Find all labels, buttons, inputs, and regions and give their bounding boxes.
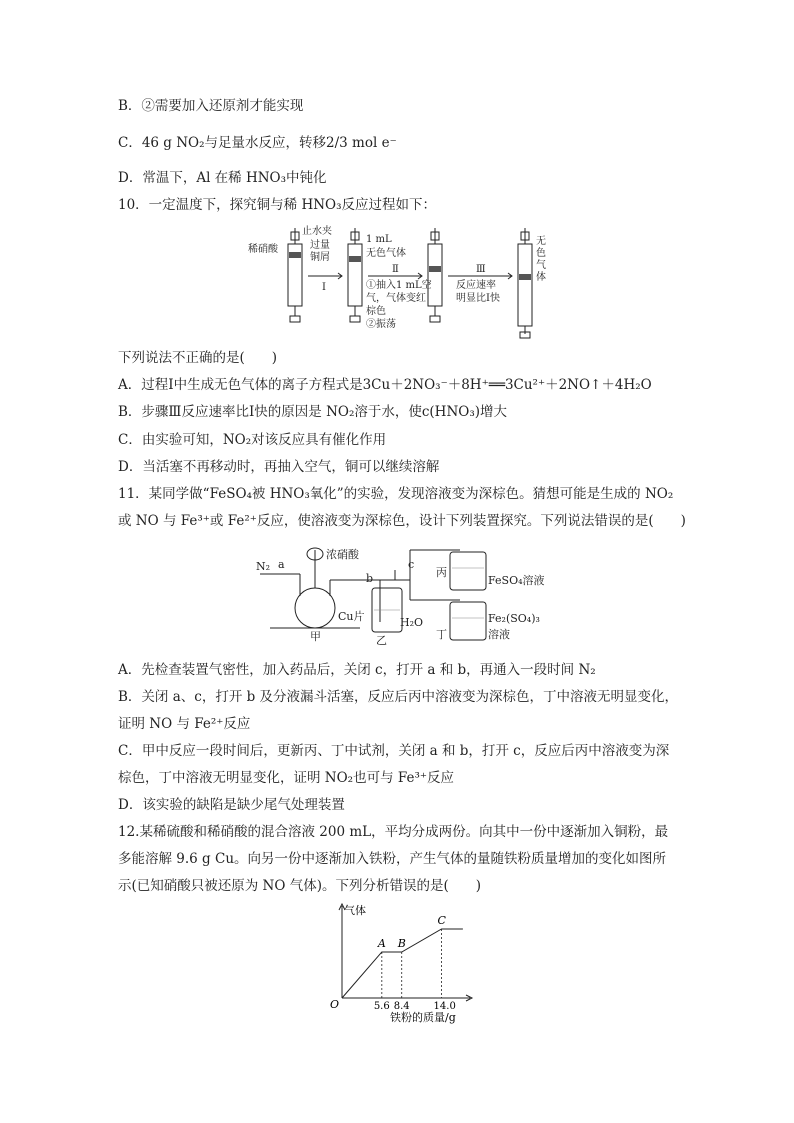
fig10-label: 无 <box>536 236 546 247</box>
option-b-11-1: B．关闭 a、c，打开 b 及分液漏斗活塞，反应后丙中溶液变为深棕色，丁中溶液无明显变化， <box>118 689 679 705</box>
figure-q10-syringes <box>230 224 560 340</box>
fig11-label: 溶液 <box>488 628 510 641</box>
fig10-label: ①抽入1 mL空 <box>366 280 432 291</box>
option-c-11-2: 棕色，丁中溶液无明显变化，证明 NO₂也可与 Fe³⁺反应 <box>118 770 455 786</box>
x-tick-label: 5.6 <box>373 1001 390 1012</box>
fig11-label: 甲 <box>310 630 321 643</box>
fig10-label: 稀硝酸 <box>248 244 278 255</box>
fig10-label: 体 <box>536 272 546 283</box>
fig10-label: 明显比Ⅰ快 <box>456 293 500 304</box>
chart-ylabel: 气体 <box>344 904 366 917</box>
option-a-11: A．先检查装置气密性，加入药品后，关闭 c，打开 a 和 b，再通入一段时间 N₂ <box>118 662 596 678</box>
chart-origin: O <box>330 998 340 1011</box>
fig10-label: 无色气体 <box>366 248 406 259</box>
fig10-label: ②振荡 <box>366 319 396 330</box>
fig10-label: 铜屑 <box>310 252 330 263</box>
option-d-11: D．该实验的缺陷是缺少尾气处理装置 <box>118 797 345 813</box>
x-tick-label: 14.0 <box>433 1001 456 1012</box>
question-12-stem-2: 多能溶解 9.6 g Cu。向另一份中逐渐加入铁粉，产生气体的量随铁粉质量增加的变化如图所 <box>118 851 667 867</box>
chart-axes <box>339 904 472 1001</box>
figure-q11-apparatus <box>250 540 560 650</box>
fig10-label: 止水夹 <box>302 226 332 237</box>
option-c-11-1: C．甲中反应一段时间后，更新丙、丁中试剂，关闭 a 和 b，打开 c，反应后丙中溶液变为深 <box>118 743 670 759</box>
fig10-label: Ⅲ <box>476 264 486 275</box>
fig10-label: 1 mL <box>366 234 392 245</box>
option-b-11-2: 证明 NO 与 Fe²⁺反应 <box>118 716 251 732</box>
fig10-label: 棕色 <box>366 306 386 317</box>
option-c-10: C．由实验可知，NO₂对该反应具有催化作用 <box>118 432 387 448</box>
option-c-9: C．46 g NO₂与足量水反应，转移2/3 mol e⁻ <box>118 135 397 151</box>
fig10-label: Ⅱ <box>392 264 399 275</box>
question-12-stem-3: 示(已知硝酸只被还原为 NO 气体)。下列分析错误的是( ) <box>118 878 482 894</box>
fig11-label: b <box>366 572 374 585</box>
chart-q12-gas-vs-iron <box>320 900 480 1025</box>
chart-xlabel: 铁粉的质量/g <box>390 1011 456 1024</box>
fig10-label: Ⅰ <box>322 282 326 293</box>
fig11-label: 丙 <box>436 566 447 579</box>
fig11-label: FeSO₄溶液 <box>488 574 545 587</box>
fig10-label: 反应速率 <box>456 280 496 291</box>
question-11-stem-2: 或 NO 与 Fe³⁺或 Fe²⁺反应，使溶液变为深棕色，设计下列装置探究。下列说法错误的是( ) <box>118 513 686 529</box>
fig10-label: 气 <box>536 260 546 271</box>
fig11-label: H₂O <box>400 616 424 629</box>
fig10-label: 色 <box>536 248 546 259</box>
fig10-label: 气，气体变红 <box>366 293 426 304</box>
question-10-prompt: 下列说法不正确的是( ) <box>118 350 278 366</box>
question-11-stem-1: 11．某同学做“FeSO₄被 HNO₃氧化”的实验，发现溶液变为深棕色。猜想可能是生成的 NO₂ <box>118 486 674 502</box>
fig11-label: c <box>408 558 415 571</box>
fig11-label: a <box>278 558 285 571</box>
fig10-label: 过量 <box>310 240 330 251</box>
point-label: A <box>377 937 386 950</box>
fig11-label: 乙 <box>376 634 387 647</box>
option-a-10: A．过程Ⅰ中生成无色气体的离子方程式是3Cu＋2NO₃⁻＋8H⁺══3Cu²⁺＋2NO↑＋4H₂O <box>118 377 652 393</box>
x-tick-label: 8.4 <box>393 1001 410 1012</box>
question-10-stem: 10．一定温度下，探究铜与稀 HNO₃反应过程如下： <box>118 197 437 213</box>
fig11-label: Fe₂(SO₄)₃ <box>488 612 540 625</box>
question-12-stem-1: 12.某稀硫酸和稀硝酸的混合溶液 200 mL，平均分成两份。向其中一份中逐渐加入铜粉，最 <box>118 824 669 840</box>
fig11-label: N₂ <box>256 560 271 573</box>
option-b-10: B．步骤Ⅲ反应速率比Ⅰ快的原因是 NO₂溶于水，使c(HNO₃)增大 <box>118 404 508 420</box>
point-label: C <box>437 914 446 927</box>
fig11-label: 浓硝酸 <box>326 548 359 561</box>
option-d-10: D．当活塞不再移动时，再抽入空气，铜可以继续溶解 <box>118 459 440 475</box>
point-label: B <box>397 937 406 950</box>
option-d-9: D．常温下，Al 在稀 HNO₃中钝化 <box>118 170 327 186</box>
fig11-label: 丁 <box>436 628 447 641</box>
fig11-label: Cu片 <box>338 610 365 623</box>
option-b-9: B．②需要加入还原剂才能实现 <box>118 98 304 114</box>
